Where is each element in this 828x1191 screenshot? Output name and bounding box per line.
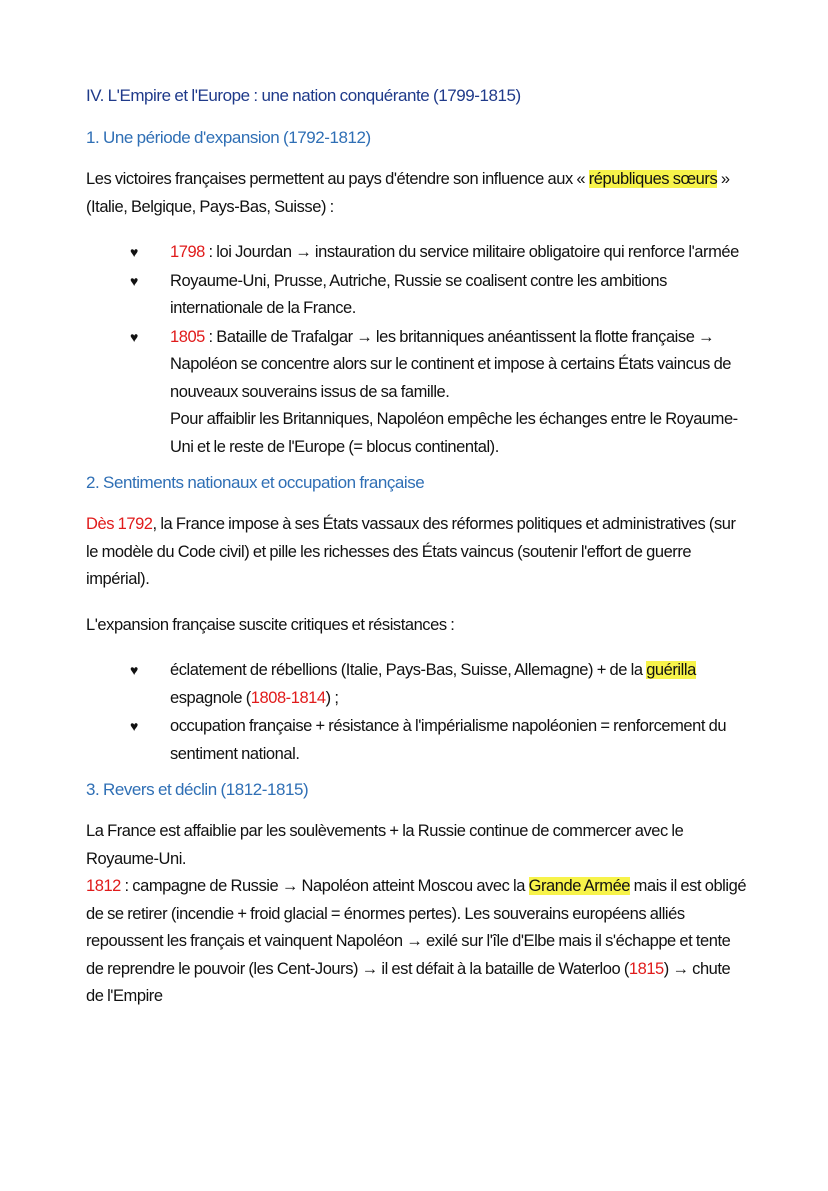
section2-paragraph-1 — [86, 511, 750, 594]
list-item-text: : Bataille de Trafalgar → les britanniques anéantissent la flotte française → Napoléon se concentre alors sur le continent et impose à certains États vaincus de nouveaux souverains issus de sa famille. — [170, 327, 732, 401]
heart-icon: ♥ — [130, 272, 138, 289]
list-item-text: occupation française + résistance à l'impérialisme napoléonien = renforcement du sentiment national. — [170, 717, 727, 763]
list-item — [130, 713, 750, 768]
paragraph-text: La France est affaiblie par les soulèvements + la Russie continue de commercer avec le Royaume-Uni. — [86, 822, 684, 868]
highlight-republiques-soeurs: républiques sœurs — [588, 170, 718, 188]
heart-icon: ♥ — [130, 662, 138, 678]
section-heading-3: 3. Revers et déclin (1812-1815) — [86, 780, 309, 799]
date-label: Dès 1792 — [86, 515, 153, 533]
list-item-text: espagnole ( — [170, 688, 251, 707]
list-item — [130, 657, 750, 712]
list-item-text-continued: Pour affaiblir les Britanniques, Napoléon empêche les échanges entre le Royaume-Uni et le reste de l'Europe (= blocus continental). — [170, 410, 738, 456]
heart-icon: ♥ — [130, 328, 138, 345]
paragraph-text: ) → chute de l'Empire — [86, 959, 731, 1005]
section2-paragraph-2: L'expansion française suscite critiques et résistances : — [86, 615, 455, 634]
section2-bullet-list — [86, 657, 750, 768]
list-item-text: Royaume-Uni, Prusse, Autriche, Russie se coalisent contre les ambitions internationale de la France. — [170, 271, 667, 317]
heart-icon: ♥ — [130, 718, 138, 734]
date-label: 1808-1814 — [250, 688, 326, 707]
list-item-text: ) ; — [325, 688, 339, 707]
list-item — [130, 239, 750, 267]
list-item-text: éclatement de rébellions (Italie, Pays-Bas, Suisse, Allemagne) + de la — [170, 661, 647, 679]
section1-bullet-list — [86, 239, 750, 461]
section-heading-2: 2. Sentiments nationaux et occupation française — [86, 473, 425, 492]
intro-text-before: Les victoires françaises permettent au pays d'étendre son influence aux « — [86, 170, 589, 188]
paragraph-text: , la France impose à ses États vassaux des réformes politiques et administratives (sur le modèle du Code civil) et pille les richesses des États vaincus (soutenir l'effort de guerre impérial). — [86, 515, 736, 588]
section1-intro — [86, 166, 750, 221]
section3-paragraph — [86, 818, 750, 1011]
highlight-guerilla: guérilla — [646, 661, 696, 679]
list-item-text: : loi Jourdan → instauration du service militaire obligatoire qui renforce l'armée — [204, 243, 739, 261]
paragraph-text: : campagne de Russie → Napoléon atteint Moscou avec la — [120, 877, 529, 895]
list-item — [130, 268, 750, 323]
page-title: IV. L'Empire et l'Europe : une nation conquérante (1799-1815) — [86, 86, 521, 105]
date-label: 1812 — [86, 877, 121, 895]
section-heading-1: 1. Une période d'expansion (1792-1812) — [86, 128, 371, 147]
paragraph-text: mais il est obligé de se retirer (incendie + froid glacial = énormes pertes). Les souverains européens alliés repoussent les français et vainquent Napoléon → exilé sur l'île d'Elbe mais il s'échappe et tente de reprendre le pouvoir (les Cent-Jours) → il est défait à la bataille de Waterloo ( — [86, 877, 747, 978]
list-item — [130, 324, 750, 462]
date-label: 1805 — [170, 327, 205, 346]
heart-icon: ♥ — [130, 244, 138, 260]
date-label: 1815 — [628, 959, 664, 978]
intro-text-after: » (Italie, Belgique, Pays-Bas, Suisse) : — [86, 170, 730, 216]
highlight-grande-armee: Grande Armée — [528, 877, 631, 895]
date-label: 1798 — [170, 243, 205, 261]
